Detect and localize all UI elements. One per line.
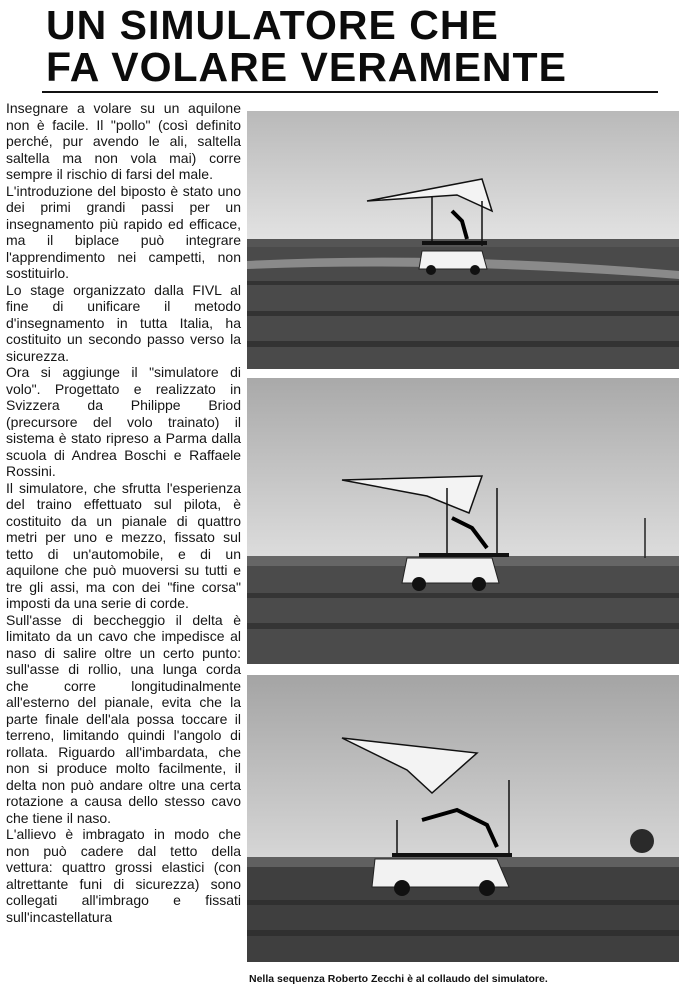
title-line-2: FA VOLARE VERAMENTE	[46, 44, 567, 90]
paragraph-4: Ora si aggiunge il "simulatore di volo". Progettato e realizzato in Svizzera da Philippe Briod (precursore del volo trainato) il sistema è stato ripreso a Parma dalla scuola di Andrea Boschi e Raffaele Rossini.	[6, 364, 241, 479]
title-rule	[42, 91, 658, 93]
photo-caption: Nella sequenza Roberto Zecchi è al collaudo del simulatore.	[249, 973, 548, 985]
article-title	[46, 4, 656, 88]
paragraph-3: Lo stage organizzato dalla FIVL al fine di unificare il metodo d'insegnamento in tutta Italia, ha costituito un secondo passo verso la sicurezza.	[6, 281, 241, 364]
paragraph-1: Insegnare a volare su un aquilone non è facile. Il "pollo" (così definito perché, pur avendo le ali, saltella saltella ma non vola mai) corre sempre il rischio di farsi del male.	[6, 100, 241, 182]
paragraph-6: Sull'asse di beccheggio il delta è limitato da un cavo che impedisce al naso di salire oltre un certo punto: sull'asse di rollio, una lunga corda che corre longitudinalmente all'esterno del pianale, evita che la parte finale dell'ala possa toccare il terreno, limitando quindi l'angolo di rollata. Riguardo all'imbardata, che non si produce molto facilmente, il delta non può andare oltre una certa rotazione a causa dello stesso cavo che tiene il naso.	[6, 611, 241, 826]
photo-simulator-3	[247, 675, 679, 962]
paragraph-5: Il simulatore, che sfrutta l'esperienza del traino effettuato sul pilota, è costituito da un pianale di quattro metri per uno e mezzo, fissato sul tetto di un'automobile, e di un aquilone che può muoversi su tutti e tre gli assi, ma con dei "fine corsa" imposti da una serie di corde.	[6, 479, 241, 611]
paragraph-7: L'allievo è imbragato in modo che non può cadere dal tetto della vettura: quattro grossi elastici (con altrettante funi di sicurezza) sono collegati all'imbrago e fissati sull'incastellatura	[6, 826, 241, 925]
photo-simulator-1	[247, 111, 679, 369]
body-text-column	[6, 100, 241, 925]
title-line-1: UN SIMULATORE CHE	[46, 2, 499, 48]
paragraph-2: L'introduzione del biposto è stato uno dei primi grandi passi per un insegnamento più rapido ed efficace, ma il biplace può integrare l'apprendimento nei campetti, non sostituirlo.	[6, 182, 241, 281]
photo-simulator-2	[247, 378, 679, 664]
